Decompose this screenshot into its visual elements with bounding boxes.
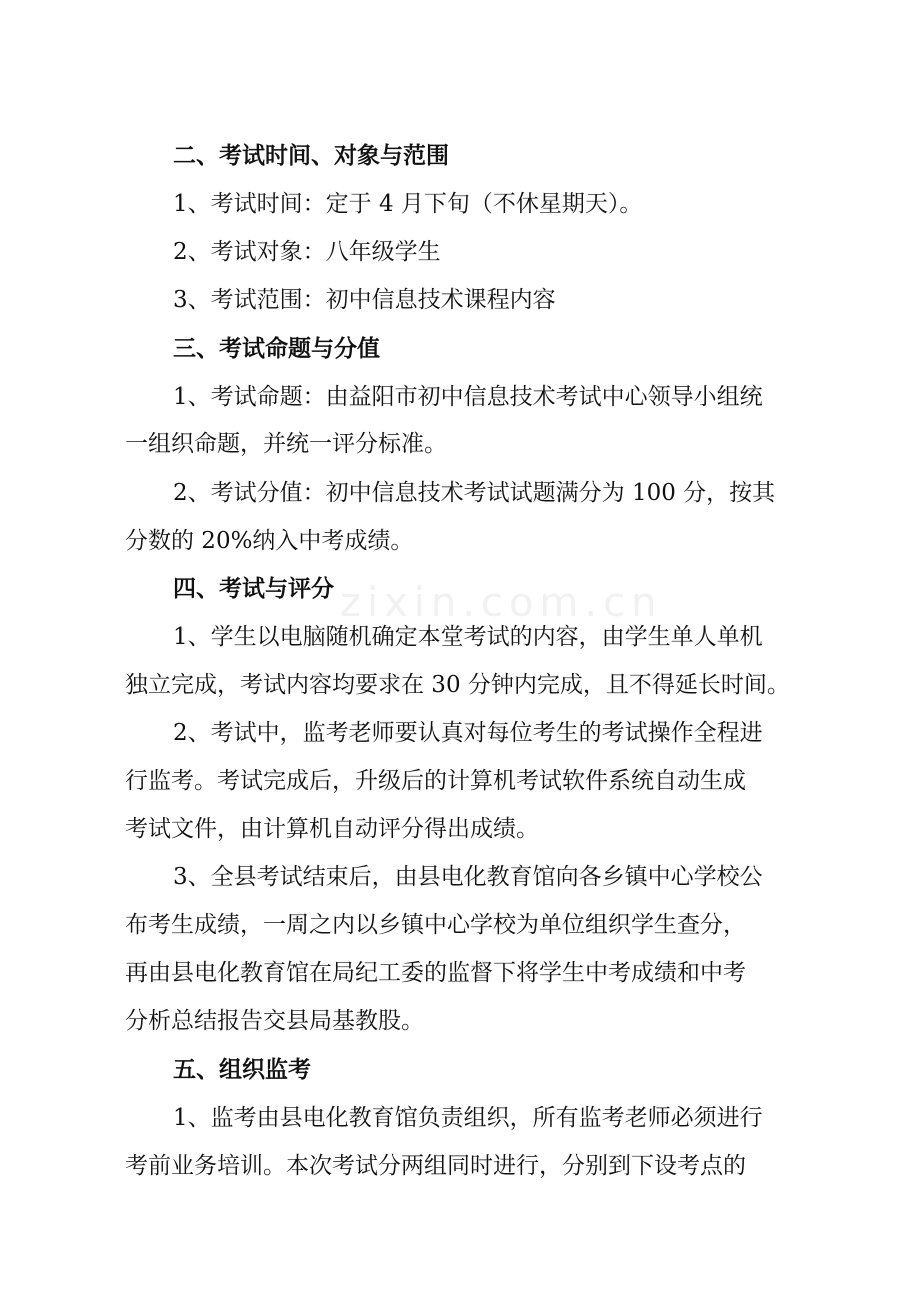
paragraph-line: 3、考试范围：初中信息技术课程内容 xyxy=(173,287,556,313)
paragraph-line: 考试文件，由计算机自动评分得出成绩。 xyxy=(125,816,539,842)
paragraph-line: 布考生成绩，一周之内以乡镇中心学校为单位组织学生查分， xyxy=(125,912,746,938)
section-heading-2: 二、考试时间、对象与范围 xyxy=(173,143,449,169)
paragraph-line: 考前业务培训。本次考试分两组同时进行，分别到下设考点的 xyxy=(125,1153,746,1179)
watermark: zixin.com.cn xyxy=(340,580,663,626)
paragraph-line: 行监考。考试完成后，升级后的计算机考试软件系统自动生成 xyxy=(125,768,746,794)
paragraph-line: 独立完成，考试内容均要求在 30 分钟内完成，且不得延长时间。 xyxy=(125,672,790,698)
section-heading-3: 三、考试命题与分值 xyxy=(173,336,380,362)
paragraph-line: 1、考试时间：定于 4 月下旬（不休星期天）。 xyxy=(173,191,643,217)
paragraph-line: 一组织命题，并统一评分标准。 xyxy=(125,431,447,457)
paragraph-line: 1、考试命题：由益阳市初中信息技术考试中心领导小组统 xyxy=(173,384,763,410)
section-heading-5: 五、组织监考 xyxy=(173,1057,311,1083)
paragraph-line: 2、考试对象：八年级学生 xyxy=(173,239,441,265)
paragraph-line: 分析总结报告交县局基教股。 xyxy=(125,1008,424,1034)
paragraph-line: 1、学生以电脑随机确定本堂考试的内容，由学生单人单机 xyxy=(173,624,763,650)
paragraph-line: 再由县电化教育馆在局纪工委的监督下将学生中考成绩和中考 xyxy=(125,960,746,986)
paragraph-line: 分数的 20%纳入中考成绩。 xyxy=(125,528,414,554)
paragraph-line: 3、全县考试结束后，由县电化教育馆向各乡镇中心学校公 xyxy=(173,864,763,890)
section-heading-4: 四、考试与评分 xyxy=(173,576,334,602)
paragraph-line: 2、考试中，监考老师要认真对每位考生的考试操作全程进 xyxy=(173,720,763,746)
paragraph-line: 2、考试分值：初中信息技术考试试题满分为 100 分，按其 xyxy=(173,480,776,506)
paragraph-line: 1、监考由县电化教育馆负责组织，所有监考老师必须进行 xyxy=(173,1105,763,1131)
